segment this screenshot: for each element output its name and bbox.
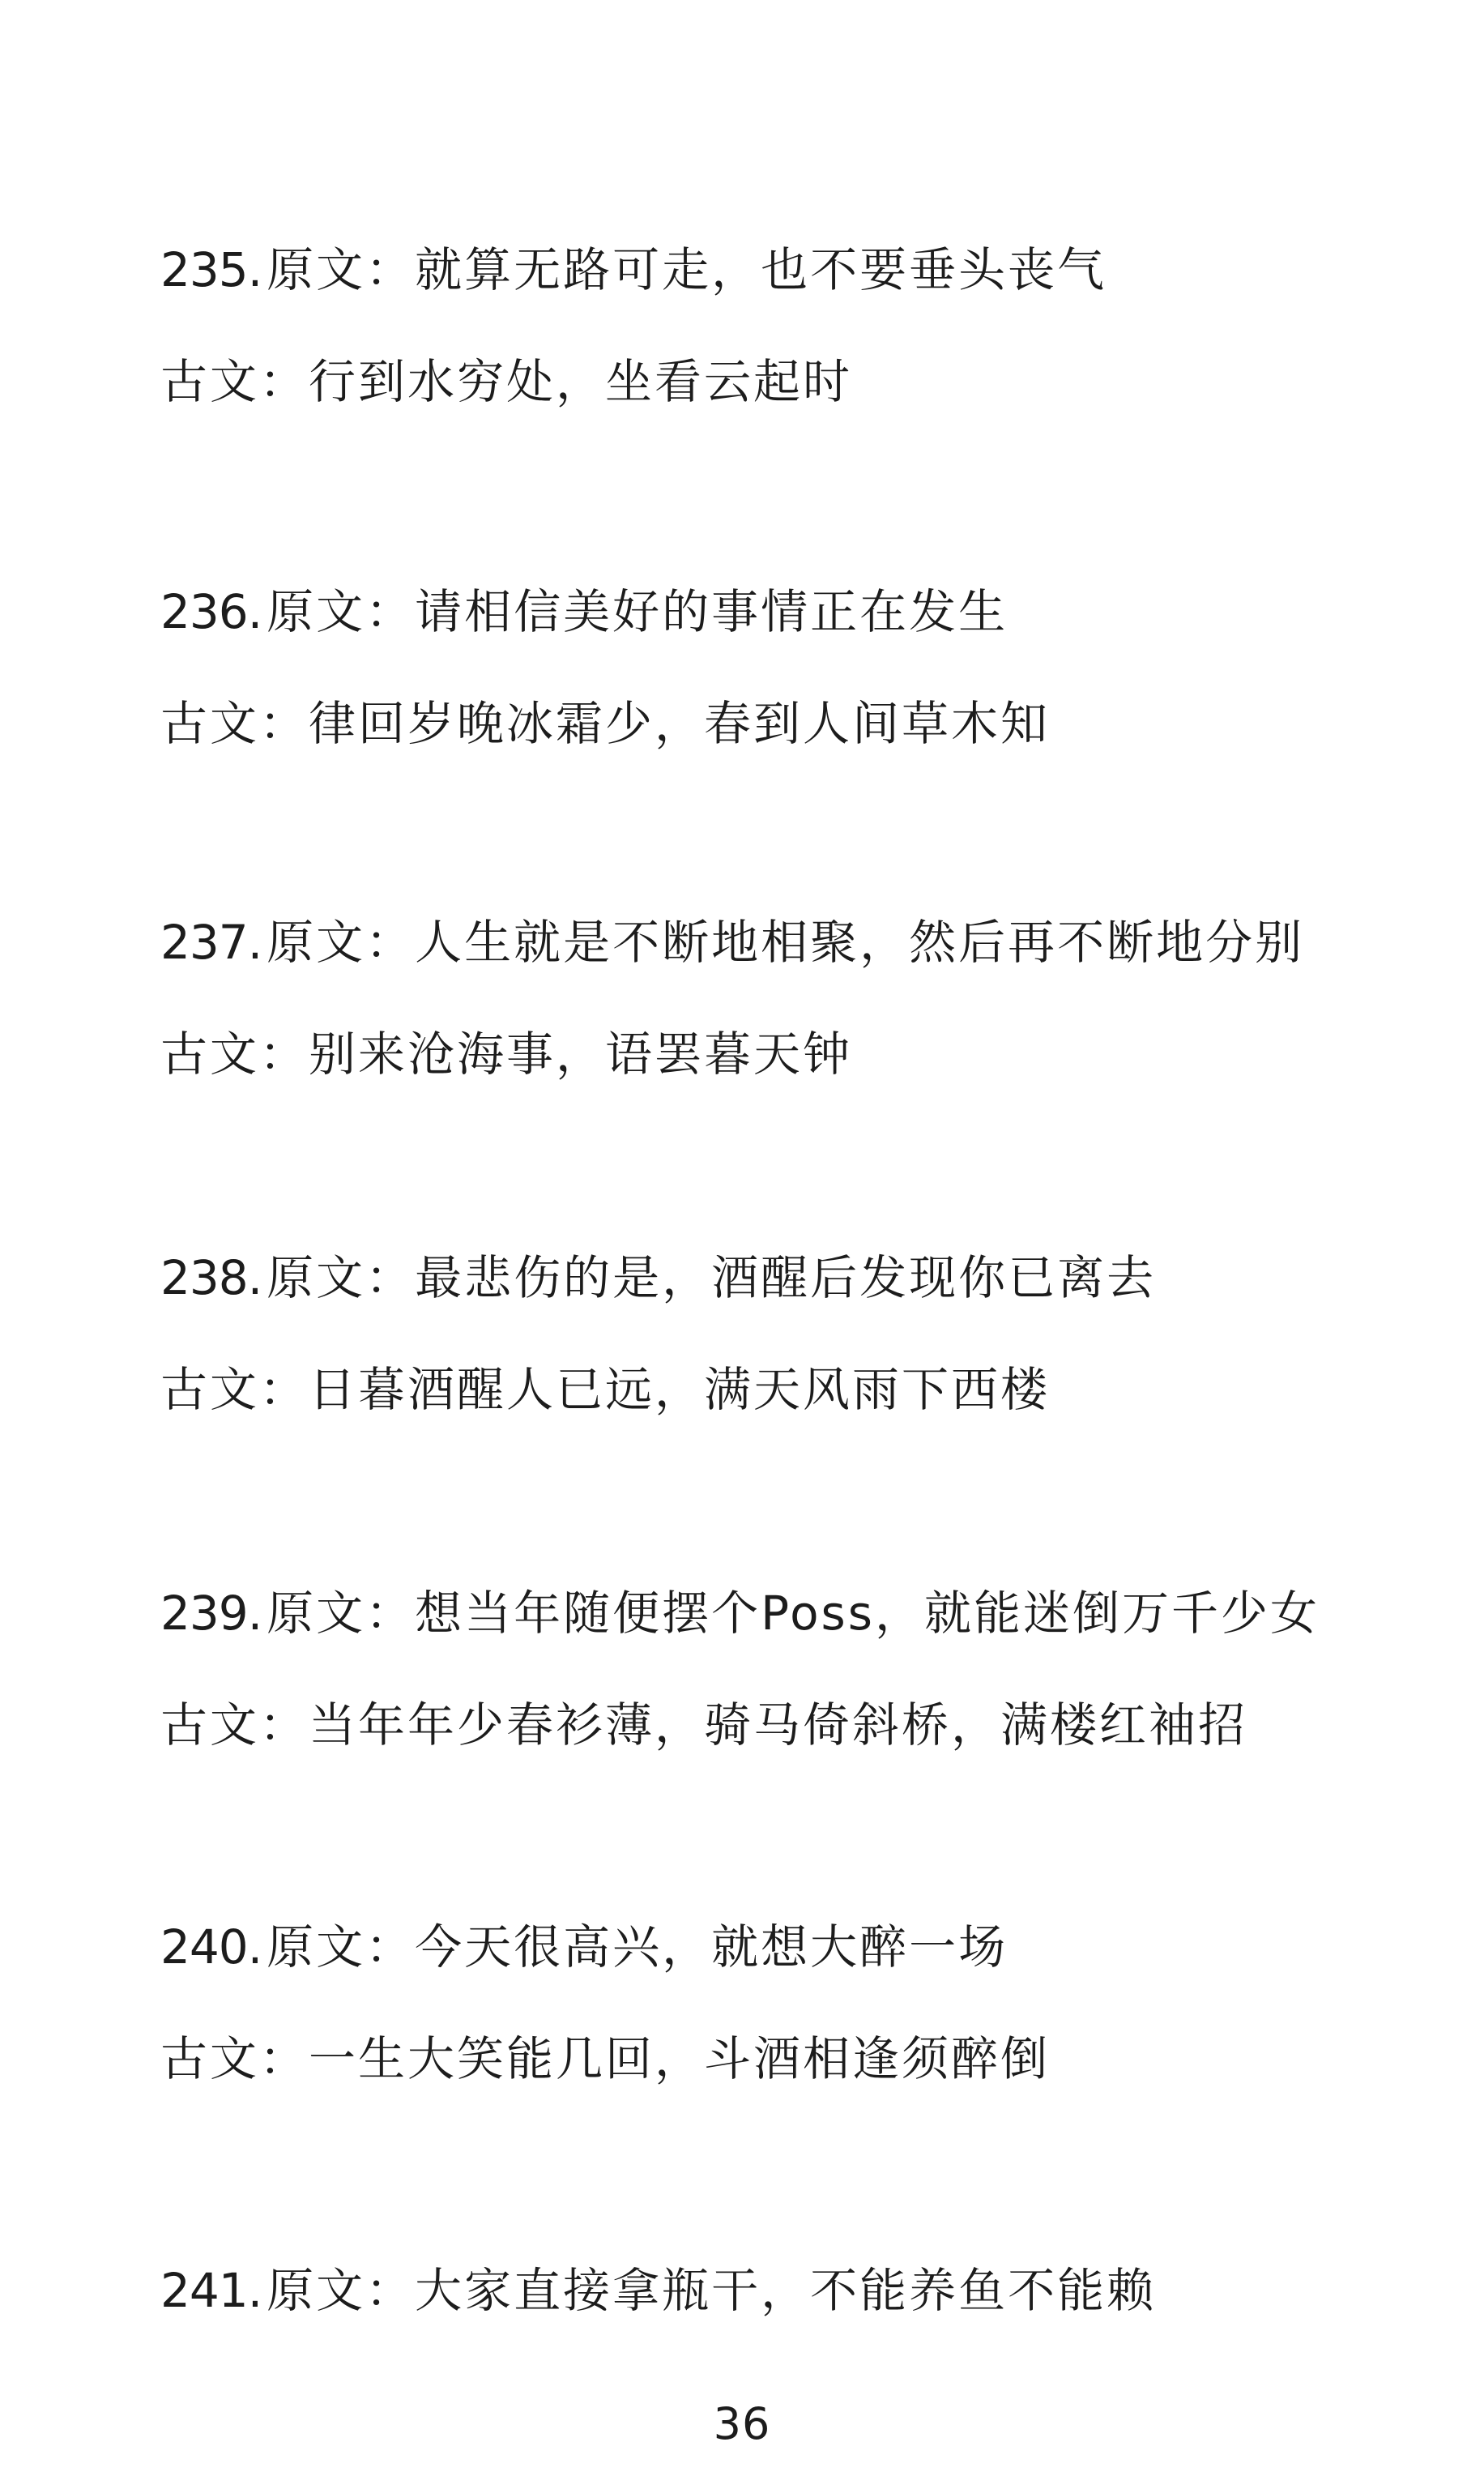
ancient-text: 行到水穷处，坐看云起时 [309, 354, 853, 409]
original-label: 原文： [267, 915, 416, 970]
original-label: 原文： [267, 1586, 416, 1641]
ancient-line [160, 2014, 1408, 2103]
original-label: 原文： [267, 2263, 416, 2318]
original-label: 原文： [267, 1919, 416, 1975]
entry-236 [160, 567, 1408, 768]
ancient-label: 古文： [160, 1362, 309, 1417]
ancient-line [160, 1345, 1408, 1434]
ancient-label: 古文： [160, 1027, 309, 1082]
ancient-line [160, 1680, 1408, 1770]
entry-number: 237. [160, 915, 262, 970]
entry-number: 236. [160, 584, 262, 639]
entry-number: 240. [160, 1919, 262, 1975]
original-label: 原文： [267, 1250, 416, 1305]
original-text: 就算无路可走，也不要垂头丧气 [415, 242, 1107, 297]
ancient-text: 律回岁晚冰霜少，春到人间草木知 [309, 696, 1051, 751]
ancient-line [160, 679, 1408, 768]
entry-239 [160, 1569, 1408, 1770]
original-label: 原文： [267, 242, 416, 297]
ancient-text: 一生大笑能几回，斗酒相逢须醉倒 [309, 2031, 1051, 2086]
entry-240 [160, 1902, 1408, 2103]
ancient-label: 古文： [160, 354, 309, 409]
original-text: 想当年随便摆个Poss，就能迷倒万千少女 [415, 1586, 1320, 1641]
original-line [160, 898, 1408, 987]
ancient-text: 当年年少春衫薄，骑马倚斜桥，满楼红袖招 [309, 1697, 1248, 1753]
page-number: 36 [713, 2398, 771, 2449]
original-label: 原文： [267, 584, 416, 639]
ancient-line [160, 337, 1408, 426]
entry-number: 238. [160, 1250, 262, 1305]
ancient-label: 古文： [160, 696, 309, 751]
original-text: 请相信美好的事情正在发生 [415, 584, 1009, 639]
original-line [160, 225, 1408, 314]
entry-number: 239. [160, 1586, 262, 1641]
ancient-label: 古文： [160, 2031, 309, 2086]
original-line [160, 2246, 1408, 2335]
original-text: 最悲伤的是，酒醒后发现你已离去 [415, 1250, 1157, 1305]
entry-237 [160, 898, 1408, 1099]
original-line [160, 1902, 1408, 1992]
entry-number: 241. [160, 2263, 262, 2318]
ancient-text: 日暮酒醒人已远，满天风雨下西楼 [309, 1362, 1051, 1417]
original-line [160, 1569, 1408, 1658]
original-text: 人生就是不断地相聚，然后再不断地分别 [415, 915, 1305, 970]
original-text: 大家直接拿瓶干，不能养鱼不能赖 [415, 2263, 1157, 2318]
entry-235 [160, 225, 1408, 426]
entry-238 [160, 1233, 1408, 1434]
entry-number: 235. [160, 242, 262, 297]
entry-241 [160, 2246, 1408, 2335]
original-line [160, 567, 1408, 656]
original-text: 今天很高兴，就想大醉一场 [415, 1919, 1009, 1975]
ancient-line [160, 1010, 1408, 1099]
ancient-text: 别来沧海事，语罢暮天钟 [309, 1027, 853, 1082]
ancient-label: 古文： [160, 1697, 309, 1753]
original-line [160, 1233, 1408, 1322]
